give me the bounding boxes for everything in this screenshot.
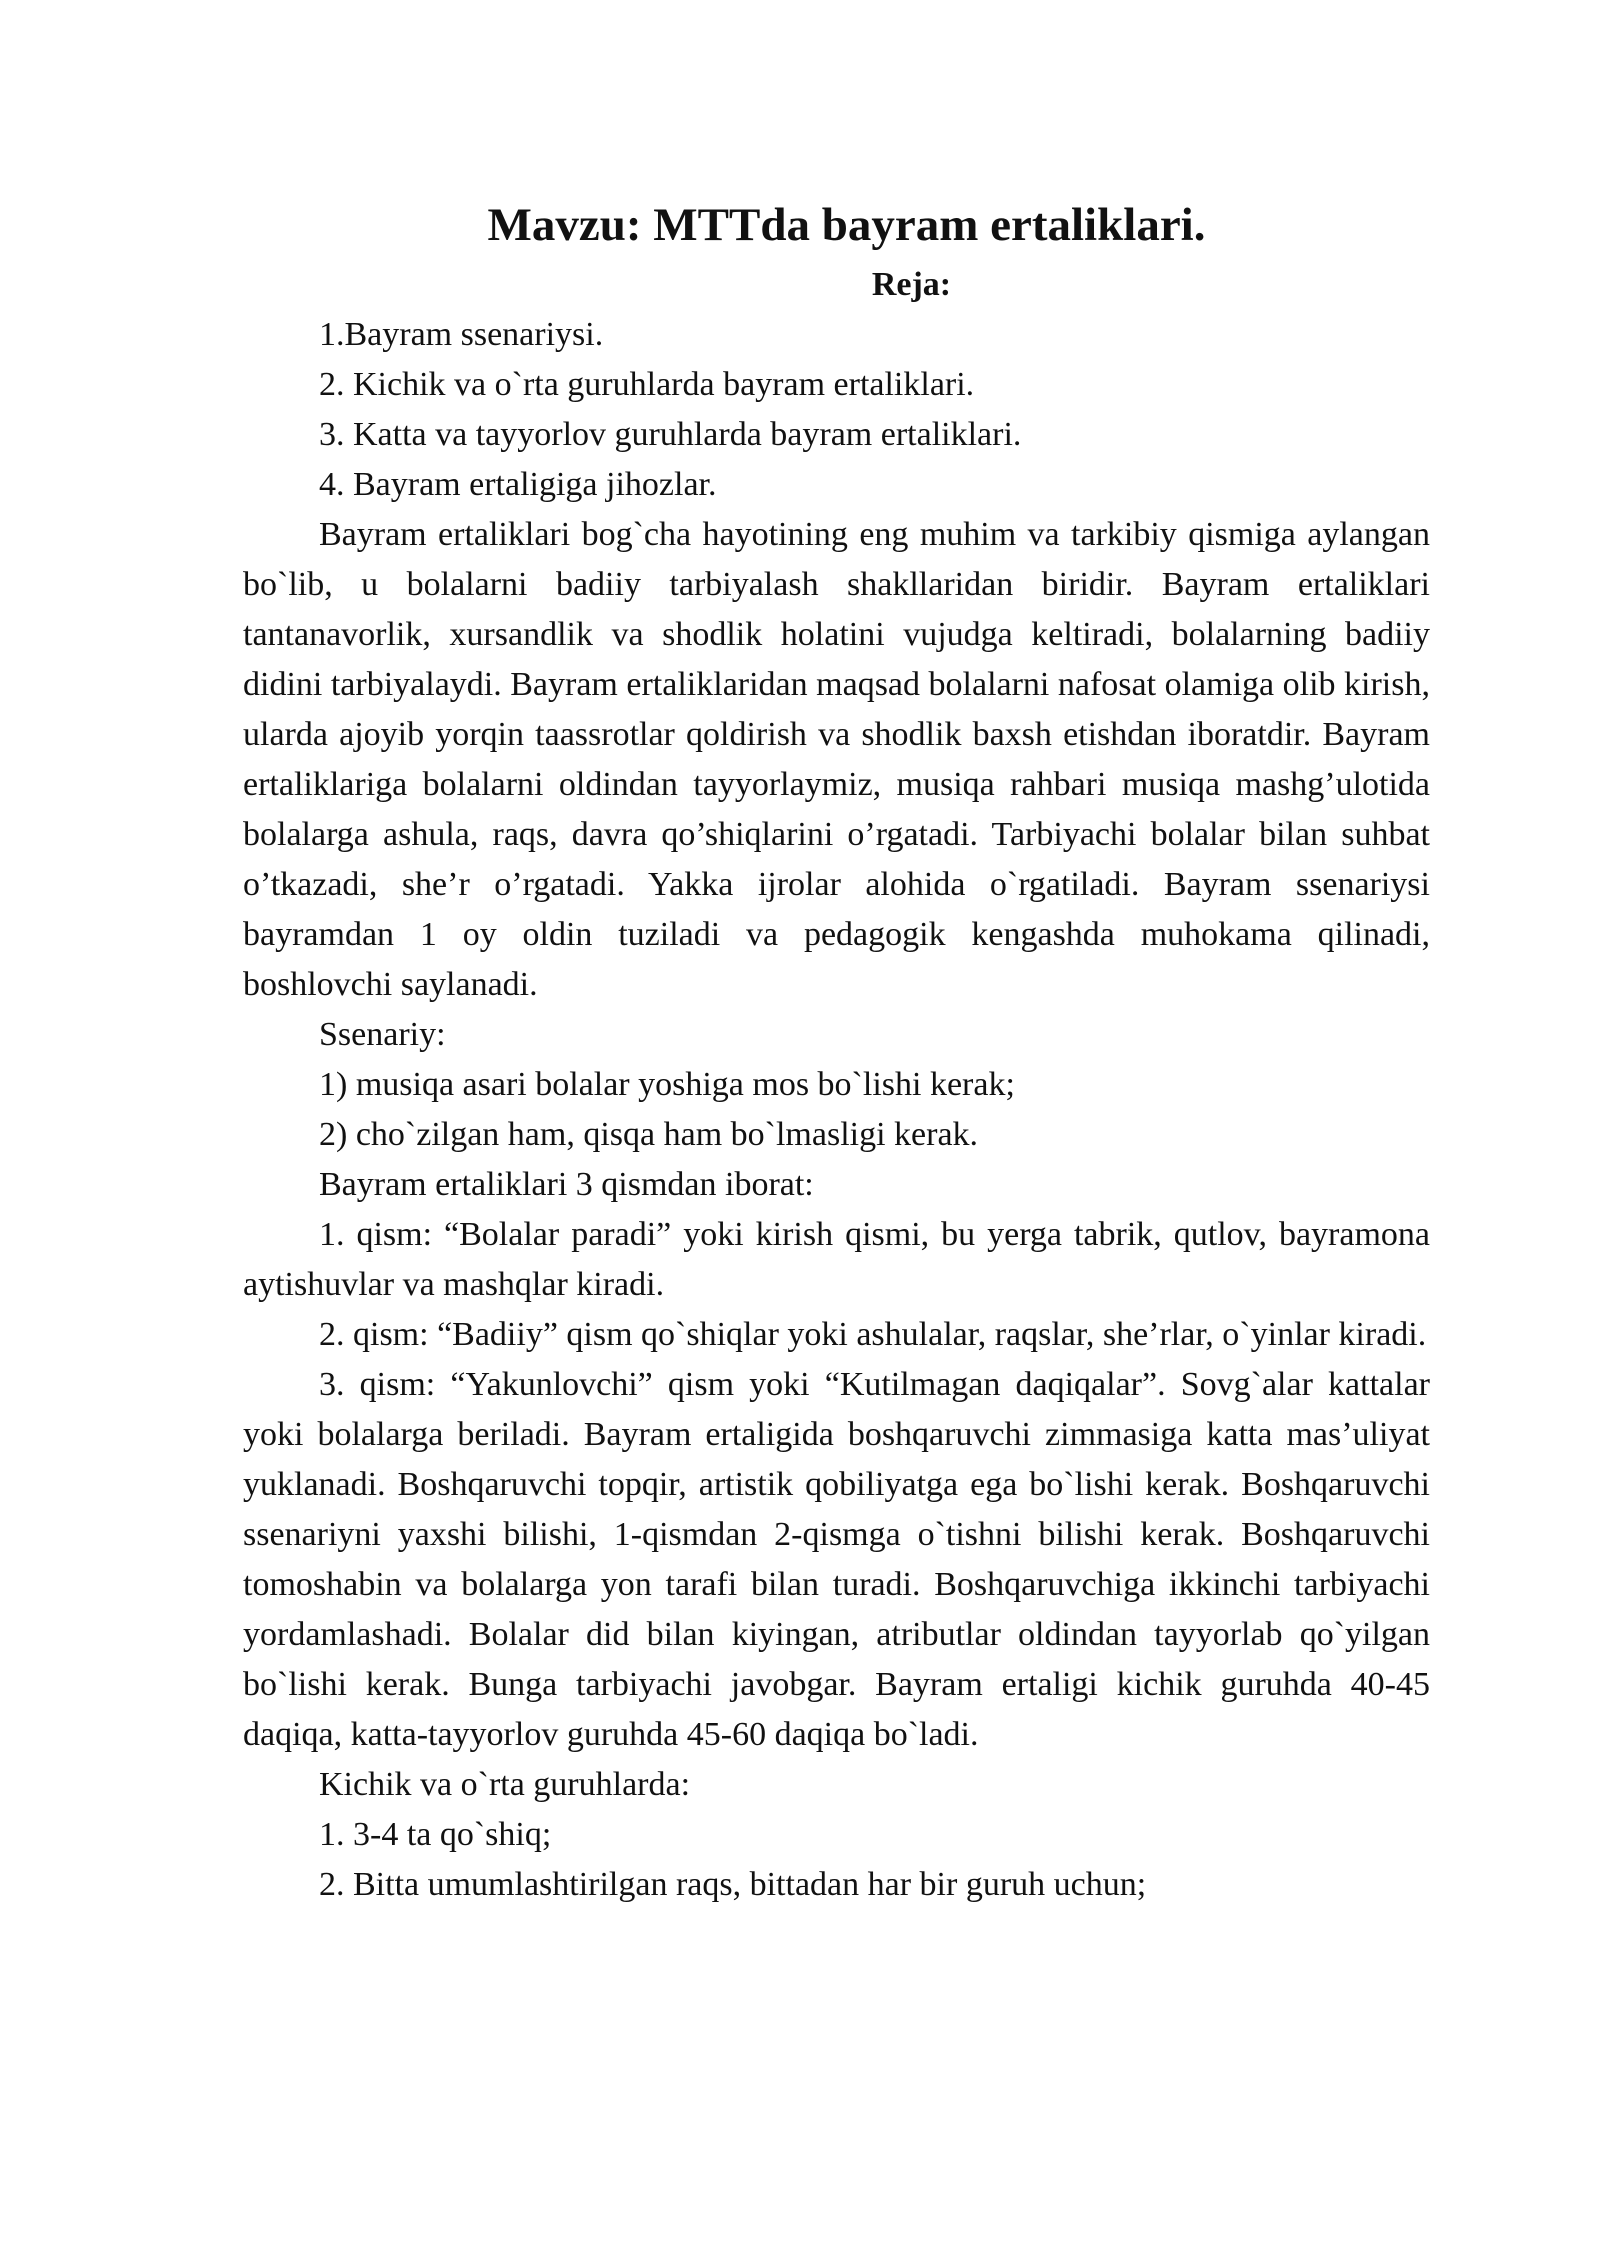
document-title: Mavzu: MTTda bayram ertaliklari. (487, 199, 1206, 251)
parts-intro: Bayram ertaliklari 3 qismdan iborat: (319, 1166, 814, 1203)
scenario-item: 1) musiqa asari bolalar yoshiga mos bo`lishi kerak; (319, 1066, 1015, 1103)
document-subtitle: Reja: (871, 266, 952, 303)
plan-item: 3. Katta va tayyorlov guruhlarda bayram ertaliklari. (319, 416, 1022, 453)
part-3-paragraph: 3. qism: “Yakunlovchi” qism yoki “Kutilmagan daqiqalar”. Sovg`alar kattalar yoki bolalarga beriladi. Bayram ertaligida boshqaruvchi zimmasiga katta mas’uliyat yuklanadi. Boshqaruvchi topqir, artistik qobiliyatga ega bo`lishi kerak. Boshqaruvchi ssenariyni yaxshi bilishi, 1-qismdan 2-qismga o`tishni bilishi kerak. Boshqaruvchi tomoshabin va bolalarga yon tarafi bilan turadi. Boshqaruvchiga ikkinchi tarbiyachi yordamlashadi. Bolalar did bilan kiyingan, atributlar oldindan tayyorlab qo`yilgan bo`lishi kerak. Bunga tarbiyachi javobgar. Bayram ertaligi kichik guruhda 40-45 daqiqa, katta-tayyorlov guruhda 45-60 daqiqa bo`ladi. (243, 1366, 1430, 1753)
part-2-paragraph: 2. qism: “Badiiy” qism qo`shiqlar yoki ashulalar, raqslar, she’rlar, o`yinlar kiradi. (319, 1316, 1427, 1353)
intro-paragraph: Bayram ertaliklari bog`cha hayotining eng muhim va tarkibiy qismiga aylangan bo`lib, u bolalarni badiiy tarbiyalash shakllaridan biridir. Bayram ertaliklari tantanavorlik, xursandlik va shodlik holatini vujudga keltiradi, bolalarning badiiy didini tarbiyalaydi. Bayram ertaliklaridan maqsad bolalarni nafosat olamiga olib kirish, ularda ajoyib yorqin taassrotlar qoldirish va shodlik baxsh etishdan iboratdir. Bayram ertaliklariga bolalarni oldindan tayyorlaymiz, musiqa rahbari musiqa mashg’ulotida bolalarga ashula, raqs, davra qo’shiqlarini o’rgatadi. Tarbiyachi bolalar bilan suhbat o’tkazadi, she’r o’rgatadi. Yakka ijrolar alohida o`rgatiladi. Bayram ssenariysi bayramdan 1 oy oldin tuziladi va pedagogik kengashda muhokama qilinadi, boshlovchi saylanadi. (243, 516, 1430, 1003)
part-1-paragraph: 1. qism: “Bolalar paradi” yoki kirish qismi, bu yerga tabrik, qutlov, bayramona aytishuvlar va mashqlar kiradi. (243, 1216, 1430, 1303)
scenario-item: 2) cho`zilgan ham, qisqa ham bo`lmasligi kerak. (319, 1116, 979, 1153)
document-page (243, 190, 1430, 1910)
groups-label: Kichik va o`rta guruhlarda: (319, 1766, 691, 1803)
scenario-label: Ssenariy: (319, 1016, 446, 1053)
plan-item: 2. Kichik va o`rta guruhlarda bayram ertaliklari. (319, 366, 975, 403)
groups-item: 1. 3-4 ta qo`shiq; (319, 1816, 552, 1853)
groups-item: 2. Bitta umumlashtirilgan raqs, bittadan har bir guruh uchun; (319, 1866, 1147, 1903)
plan-item: 4. Bayram ertaligiga jihozlar. (319, 466, 717, 503)
plan-item: 1.Bayram ssenariysi. (319, 316, 604, 353)
plan-list (243, 310, 1430, 510)
